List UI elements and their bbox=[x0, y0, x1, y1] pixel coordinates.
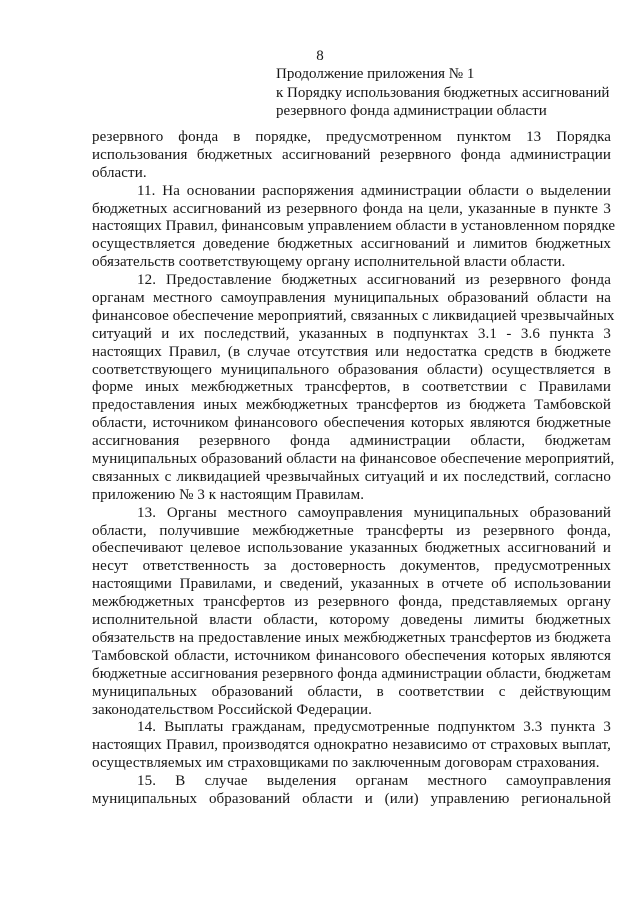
text-line: бюджетные ассигнования резервного фонда администрации области, бюджетам bbox=[92, 665, 611, 682]
text-line: связанных с ликвидацией чрезвычайных ситуаций и их последствий, согласно bbox=[92, 468, 611, 485]
appendix-header-line: к Порядку использования бюджетных ассигнований bbox=[276, 84, 610, 101]
text-line: муниципальных образований области на финансовое обеспечение мероприятий, bbox=[92, 451, 615, 468]
appendix-header-line: Продолжение приложения № 1 bbox=[276, 66, 475, 82]
text-line: межбюджетных трансфертов из резервного фонда, представляемых органу bbox=[92, 594, 611, 611]
text-line: органам местного самоуправления муниципальных образований области на bbox=[92, 290, 611, 307]
text-line: настоящих Правил, финансовым управлением области в установленном порядке bbox=[92, 218, 616, 235]
text-line: 15. В случае выделения органам местного самоуправления bbox=[137, 773, 611, 790]
text-line: настоящими Правилами, и сведений, указанных в отчете об использовании bbox=[92, 576, 611, 593]
text-line: обеспечивают целевое использование указанных бюджетных ассигнований и bbox=[92, 540, 611, 557]
paragraph-12 bbox=[92, 272, 615, 505]
text-line: 11. На основании распоряжения администрации области о выделении bbox=[137, 182, 611, 199]
text-line: соответствующего муниципального образования области) осуществляется в bbox=[92, 361, 611, 378]
text-line: Тамбовской области, источником финансового обеспечения которых являются bbox=[92, 647, 611, 664]
text-line: области, получившие межбюджетные трансферты из резервного фонда, bbox=[92, 522, 611, 539]
paragraph-15 bbox=[92, 773, 611, 809]
paragraph-13 bbox=[92, 505, 611, 720]
text-line: настоящих Правил, производятся однократно независимо от страховых выплат, bbox=[92, 737, 611, 754]
text-line: 14. Выплаты гражданам, предусмотренные подпунктом 3.3 пункта 3 bbox=[137, 719, 611, 736]
text-line: области, источником финансового обеспечения которых являются бюджетные bbox=[92, 415, 611, 432]
paragraph-continuation bbox=[92, 129, 611, 183]
text-line: области. bbox=[92, 164, 147, 181]
text-line: ассигнования резервного фонда администрации области, бюджетам bbox=[92, 433, 611, 450]
document-body bbox=[92, 129, 616, 809]
text-line: ситуаций и их последствий, указанных в подпунктах 3.1 - 3.6 пункта 3 bbox=[92, 325, 611, 342]
text-line: финансовое обеспечение мероприятий, связанных с ликвидацией чрезвычайных bbox=[92, 307, 615, 324]
text-line: законодательством Российской Федерации. bbox=[92, 701, 372, 718]
text-line: 13. Органы местного самоуправления муниципальных образований bbox=[137, 504, 611, 521]
paragraph-11 bbox=[92, 182, 616, 272]
text-line: предоставления иных межбюджетных трансфертов из бюджета Тамбовской bbox=[92, 397, 611, 414]
text-line: обязательств соответствующему органу исполнительной власти области. bbox=[92, 254, 566, 271]
paragraph-14 bbox=[92, 719, 611, 773]
text-line: муниципальных образований области, в соответствии с действующим bbox=[92, 683, 611, 700]
page-number: 8 bbox=[316, 48, 324, 64]
text-line: бюджетных ассигнований из резервного фонда на цели, указанные в пункте 3 bbox=[92, 200, 611, 217]
text-line: осуществляется доведение бюджетных ассигнований и лимитов бюджетных bbox=[92, 236, 611, 253]
text-line: использования бюджетных ассигнований резервного фонда администрации bbox=[92, 146, 611, 163]
text-line: муниципальных образований области и (или) управлению региональной bbox=[92, 790, 611, 807]
appendix-header-line: резервного фонда администрации области bbox=[276, 103, 547, 119]
text-line: осуществляемых им страховщиками по заключенным договорам страхования. bbox=[92, 755, 600, 772]
text-line: обязательств на предоставление иных межбюджетных трансфертов из бюджета bbox=[92, 629, 611, 646]
text-line: форме иных межбюджетных трансфертов, в соответствии с Правилами bbox=[92, 379, 611, 396]
appendix-header bbox=[276, 65, 626, 121]
text-line: приложению № 3 к настоящим Правилам. bbox=[92, 486, 365, 503]
text-line: настоящих Правил, (в случае отсутствия или недостатка средств в бюджете bbox=[92, 343, 611, 360]
text-line: исполнительной власти области, которому доведены лимиты бюджетных bbox=[92, 612, 611, 629]
text-line: 12. Предоставление бюджетных ассигнований из резервного фонда bbox=[137, 272, 611, 289]
text-line: резервного фонда в порядке, предусмотренном пунктом 13 Порядка bbox=[92, 129, 611, 145]
text-line: несут ответственность за достоверность документов, предусмотренных bbox=[92, 558, 611, 575]
